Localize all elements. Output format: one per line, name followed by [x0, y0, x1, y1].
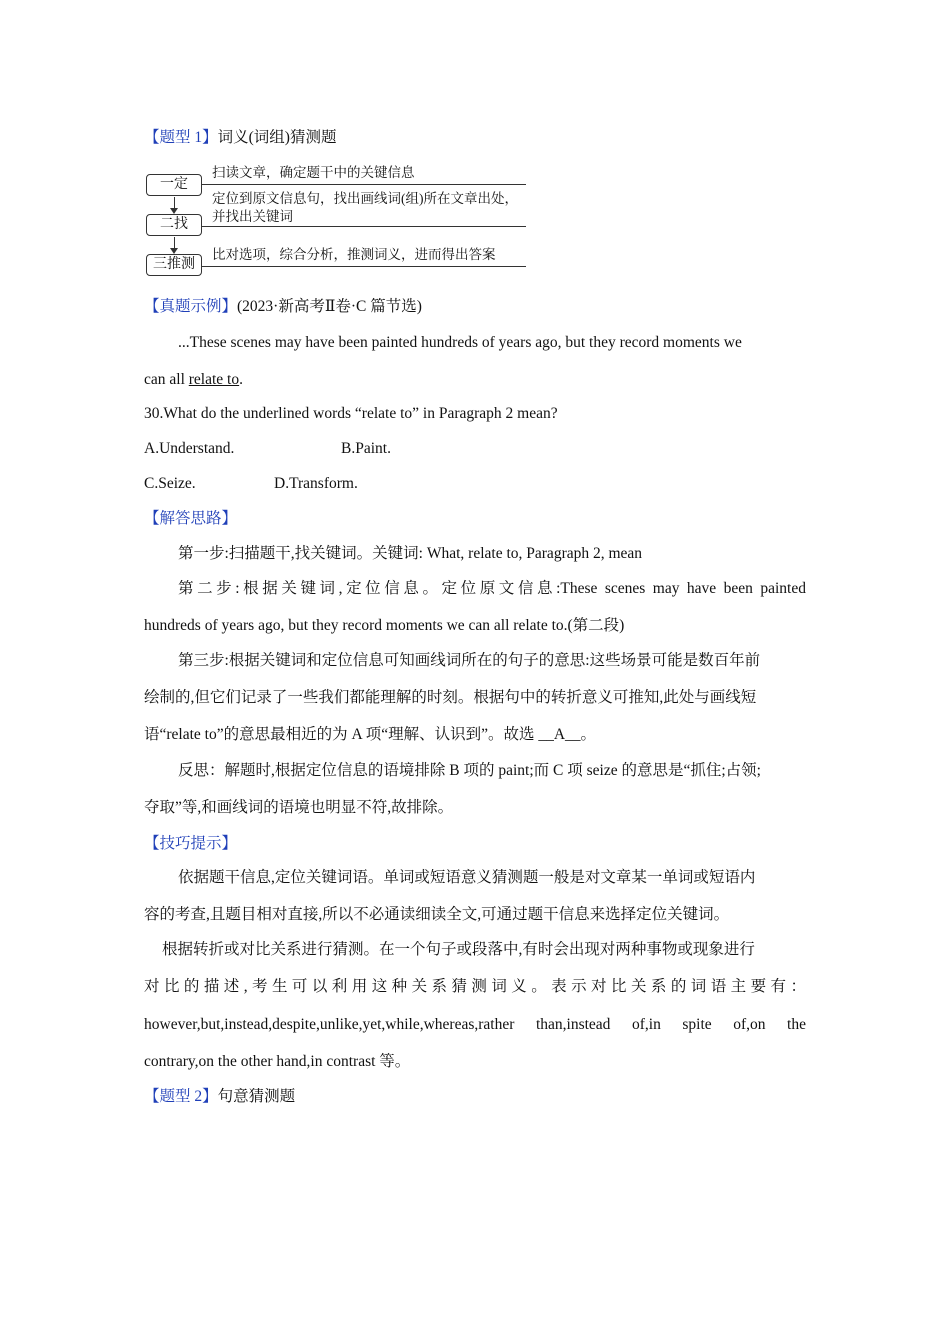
section1-heading — [144, 128, 336, 148]
flow-step1-box: 一定 — [146, 174, 202, 196]
example-bracket: 【真题示例】 — [144, 298, 238, 315]
solution-step2-line1: 第二步:根据关键词,定位信息。定位原文信息:These scenes may have been painted — [178, 580, 806, 597]
flow-line-3 — [202, 266, 526, 267]
section2-bracket: 【题型 2】 — [144, 1088, 218, 1105]
flow-step3-box: 三推测 — [146, 254, 202, 276]
passage-post: . — [239, 371, 243, 388]
solution-step3-line1: 第三步:根据关键词和定位信息可知画线词所在的句子的意思:这些场景可能是数百年前 — [178, 652, 761, 669]
tips-heading: 【技巧提示】 — [144, 835, 238, 852]
tips-p2-line3: however,but,instead,despite,unlike,yet,while,whereas,rather than,instead of,in spite of,on the — [144, 1016, 806, 1033]
solution-step1: 第一步:扫描题干,找关键词。关键词: What, relate to, Paragraph 2, mean — [178, 545, 643, 562]
section1-title: 词义(词组)猜测题 — [217, 129, 337, 146]
tips-p1-line2: 容的考查,且题目相对直接,所以不必通读细读全文,可通过题干信息来选择定位关键词。 — [144, 906, 730, 923]
flow-text-1: 扫读文章，确定题干中的关键信息 — [212, 165, 415, 180]
option-c: C.Seize. — [144, 475, 196, 492]
section2-title: 句意猜测题 — [217, 1088, 296, 1105]
flow-line-1 — [202, 184, 526, 185]
solution-heading: 【解答思路】 — [144, 510, 238, 527]
passage-line-2 — [144, 370, 243, 390]
tips-p2-line4: contrary,on the other hand,in contrast 等。 — [144, 1053, 411, 1070]
answer-blank: __A__ — [538, 726, 581, 743]
option-d: D.Transform. — [274, 475, 358, 492]
flow-text-2b: 并找出关键词 — [212, 209, 293, 224]
question-30: 30.What do the underlined words “relate to” in Paragraph 2 mean? — [144, 405, 558, 422]
tips-p1-line1: 依据题干信息,定位关键词语。单词或短语意义猜测题一般是对文章某一单词或短语内 — [178, 869, 756, 886]
tips-p2-line1: 根据转折或对比关系进行猜测。在一个句子或段落中,有时会出现对两种事物或现象进行 — [162, 941, 755, 958]
underlined-phrase: relate to — [188, 371, 240, 388]
flow-line-2 — [202, 226, 526, 227]
reflect-line2: 夺取”等,和画线词的语境也明显不符,故排除。 — [144, 799, 454, 816]
section2-heading — [144, 1087, 295, 1107]
flow-text-2a: 定位到原文信息句，找出画线词(组)所在文章出处， — [212, 191, 518, 206]
passage-line-1: ...These scenes may have been painted hundreds of years ago, but they record moments we — [178, 334, 742, 351]
flow-step2-box: 二找 — [146, 214, 202, 236]
example-source: (2023·新高考Ⅱ卷·C 篇节选) — [237, 298, 422, 315]
passage-pre: can all — [144, 371, 189, 388]
method-flowchart — [146, 160, 536, 280]
solution-step2-line2: hundreds of years ago, but they record moments we can all relate to.(第二段) — [144, 617, 625, 634]
step3-line3-text: 语“relate to”的意思最相近的为 A 项“理解、认识到”。故选 — [144, 726, 539, 743]
reflect-line1: 反思：解题时,根据定位信息的语境排除 B 项的 paint;而 C 项 seize 的意思是“抓住;占领; — [178, 762, 761, 779]
tips-p2-line2: 对比的描述,考生可以利用这种关系猜测词义。表示对比关系的词语主要有： — [144, 978, 806, 995]
solution-step3-line3 — [144, 725, 596, 745]
section1-bracket: 【题型 1】 — [144, 129, 218, 146]
example-heading — [144, 297, 422, 317]
solution-step3-line2: 绘制的,但它们记录了一些我们都能理解的时刻。根据句中的转折意义可推知,此处与画线短 — [144, 689, 757, 706]
flow-text-3: 比对选项，综合分析，推测词义，进而得出答案 — [212, 247, 496, 262]
step3-line3-end: 。 — [580, 726, 597, 743]
option-a: A.Understand. — [144, 440, 235, 457]
option-b: B.Paint. — [341, 440, 391, 457]
